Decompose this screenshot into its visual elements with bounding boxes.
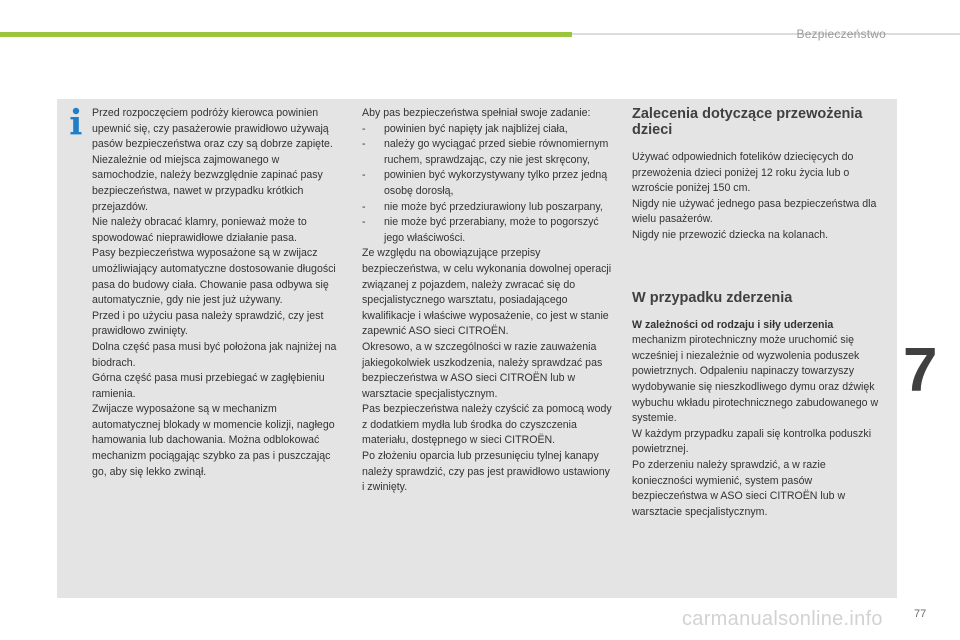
paragraph: Górna część pasa musi przebiegać w zagłębieniu ramienia. [92,372,325,400]
list-item-text: powinien być wykorzystywany tylko przez jedną osobę dorosłą, [384,169,608,197]
heading-child-transport: Zalecenia dotyczące przewożenia dzieci [632,106,863,138]
list-item-text: nie może być przerabiany, może to pogorszyć jego właściwości. [384,216,599,244]
paragraph [632,318,882,427]
paragraph: Okresowo, a w szczególności w razie zauważenia jakiegokolwiek uszkodzenia, należy sprawdzać pas bezpieczeństwa w ASO sieci CITROËN lub w warsztacie specjalistycznym. [362,340,603,400]
paragraph: Dolna część pasa musi być położona jak najniżej na biodrach. [92,340,337,369]
dash-marker: - [362,169,366,182]
dash-marker: - [362,138,366,151]
chapter-number: 7 [903,336,938,405]
list-item [362,200,612,216]
header-accent-bar [0,32,572,37]
watermark: carmanualsonline.info [682,608,883,630]
section-title: Bezpieczeństwo [796,27,886,41]
paragraph: Niezależnie od miejsca zajmowanego w samochodzie, należy bezwzględnie zapinać pasy bezpieczeństwa, nawet w przypadku krótkich przejazdów. [92,153,323,213]
list-item-text: należy go wyciągać przed siebie równomiernym ruchem, sprawdzając, czy nie jest skręcony, [384,138,609,166]
paragraph: Po zderzeniu należy sprawdzić, a w razie konieczności wymienić, system pasów bezpieczeństwa w ASO sieci CITROËN lub w warsztacie specjalistycznym. [632,458,846,518]
paragraph: Po złożeniu oparcia lub przesunięciu tylnej kanapy należy sprawdzić, czy pas jest prawidłowo ustawiony i zwinięty. [362,450,610,494]
belt-requirements-column [362,106,612,496]
paragraph: Ze względu na obowiązujące przepisy bezpieczeństwa, w celu wykonania dowolnej operacji związanej z pojazdem, należy zwracać się do specjalistycznego warsztatu, posiadającego kwalifikacje i właściwe wyposażenie, co jest w stanie zapewnić ASO sieci CITROËN. [362,247,612,338]
paragraph: Pas bezpieczeństwa należy czyścić za pomocą wody z dodatkiem mydła lub środka do czyszczenia materiału, dostępnego w sieci CITROËN. [362,403,612,447]
paragraph: Pasy bezpieczeństwa wyposażone są w zwijacz umożliwiający automatyczne dostosowanie długości pasa do budowy ciała. Chowanie pasa odbywa się automatycznie, gdy nie jest już używany. [92,247,336,307]
dash-marker: - [362,122,366,135]
children-and-collision-column [632,106,882,520]
list-item [362,122,612,138]
list-item [362,215,612,246]
lead-rest: mechanizm pirotechniczny może uruchomić się wcześniej i niezależnie od wyzwolenia poduszek powietrznych. Odpaleniu napinaczy towarzyszy wydobywanie się nieszkodliwego dymu oraz dźwięk wybuchu wkładu pirotechnicznego zabudowanego w systemie. [632,334,879,425]
info-icon [63,105,89,137]
header-rule [572,33,960,35]
belt-usage-column [92,106,342,480]
list-item-text: nie może być przedziurawiony lub poszarpany, [384,200,603,213]
dash-marker: - [362,216,366,229]
paragraph: Przed rozpoczęciem podróży kierowca powinien upewnić się, czy pasażerowie prawidłowo używają pasów bezpieczeństwa oraz czy są dobrze zapięte. [92,107,333,151]
intro-text: Aby pas bezpieczeństwa spełniał swoje zadanie: [362,107,591,119]
dash-marker: - [362,200,366,213]
heading-collision: W przypadku zderzenia [632,289,793,306]
paragraph: Nigdy nie przewozić dziecka na kolanach. [632,228,829,241]
list-item-text: powinien być napięty jak najbliżej ciała, [384,122,568,135]
paragraph: W każdym przypadku zapali się kontrolka poduszki powietrznej. [632,427,872,456]
paragraph: Zwijacze wyposażone są w mechanizm automatycznej blokady w momencie kolizji, nagłego hamowania lub dachowania. Można odblokować mechanizm pociągając szybko za pas i puszczając go, aby się lekko zwinął. [92,403,335,478]
bold-lead: W zależności od rodzaju i siły uderzenia [632,318,834,331]
paragraph: Przed i po użyciu pasa należy sprawdzić, czy jest prawidłowo zwinięty. [92,309,324,338]
list-item [362,168,612,199]
paragraph: Nie należy obracać klamry, ponieważ może to spowodować nieprawidłowe działanie pasa. [92,216,307,244]
paragraph: Używać odpowiednich fotelików dziecięcych do przewożenia dzieci poniżej 12 roku życia lub o wzroście poniżej 150 cm. [632,151,854,195]
list-item [362,137,612,168]
page-number: 77 [914,608,927,620]
paragraph: Nigdy nie używać jednego pasa bezpieczeństwa dla wielu pasażerów. [632,197,877,226]
